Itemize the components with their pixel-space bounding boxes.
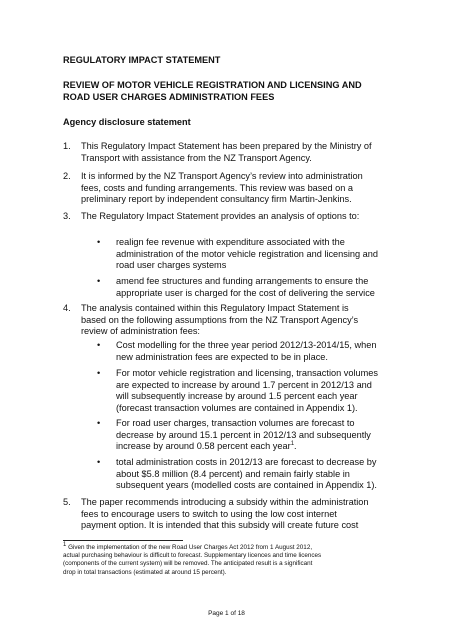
footnote-divider: [63, 540, 183, 541]
footnote-reference[interactable]: 1: [290, 441, 295, 448]
bullet-item: [116, 418, 416, 453]
text-fragment: increase by around 0.58 percent each year: [116, 441, 291, 452]
document-subtitle: [63, 80, 362, 103]
text-line: new administration fees are expected to be in place.: [116, 351, 328, 362]
text-line: The paper recommends introducing a subsidy within the administration: [81, 497, 369, 507]
bullet-item: [116, 340, 416, 363]
paragraph-4: [81, 303, 401, 338]
paragraph-2: [81, 171, 401, 206]
text-line: fees to encourage users to switch to using the low cost internet: [81, 508, 337, 519]
text-line: Transport with assistance from the NZ Transport Agency.: [81, 152, 312, 163]
footnote: [63, 541, 393, 577]
paragraph-number: 1.: [63, 141, 71, 151]
bullet-item: [116, 457, 416, 492]
text-line: fees, costs and funding arrangements. This review was based on a: [81, 182, 354, 193]
text-line: It is informed by the NZ Transport Agency’s review into administration: [81, 171, 363, 181]
text-line: decrease by around 15.1 percent in 2012/13 and subsequently: [116, 429, 371, 440]
text-line: (components of the current system) will be removed. The anticipated result is a significant: [63, 560, 313, 568]
text-line: Cost modelling for the three year period 2012/13-2014/15, when: [116, 340, 377, 350]
bullet-point: •: [97, 457, 101, 467]
text-line: about $5.8 million (8.4 percent) and remain fairly stable in: [116, 468, 350, 479]
text-line: The Regulatory Impact Statement provides an analysis of options to:: [81, 211, 360, 221]
text-fragment: Given the implementation of the new Road User Charges Act 2012 from 1 August 2012,: [68, 544, 313, 551]
text-line: are expected to increase by around 1.7 percent in 2012/13 and: [116, 379, 372, 390]
text-line: increase by around 0.58 percent each year$^1$.: [116, 441, 297, 452]
text-line: actual purchasing behaviour is difficult to forecast. Supplementary licences and time licences: [63, 552, 322, 560]
text-line: This Regulatory Impact Statement has been prepared by the Ministry of: [81, 141, 372, 151]
text-line: drop in total transactions (estimated at around 15 percent).: [63, 568, 227, 576]
text-line: amend fee structures and funding arrangements to ensure the: [116, 276, 369, 286]
paragraph-number: 2.: [63, 171, 71, 181]
paragraph-3: [81, 211, 401, 223]
text-line: road user charges systems: [116, 260, 227, 271]
text-line: For motor vehicle registration and licensing, transaction volumes: [116, 368, 378, 378]
paragraph-5: [81, 497, 401, 532]
subtitle-line: REVIEW OF MOTOR VEHICLE REGISTRATION AND LICENSING AND: [63, 80, 362, 90]
bullet-point: •: [97, 418, 101, 428]
document-title: REGULATORY IMPACT STATEMENT: [63, 55, 221, 65]
text-line: The analysis contained within this Regulatory Impact Statement is: [81, 303, 349, 313]
bullet-point: •: [97, 237, 101, 247]
text-line: total administration costs in 2012/13 are forecast to decrease by: [116, 457, 377, 467]
text-line: based on the following assumptions from the NZ Transport Agency’s: [81, 314, 359, 325]
text-line: [63, 541, 393, 552]
bullet-point: •: [97, 340, 101, 350]
bullet-item: [116, 276, 416, 299]
text-line: subsequent years (modelled costs are contained in Appendix 1).: [116, 480, 377, 491]
subtitle-line: ROAD USER CHARGES ADMINISTRATION FEES: [63, 91, 275, 102]
bullet-item: [116, 237, 416, 272]
paragraph-number: 3.: [63, 211, 71, 221]
bullet-point: •: [97, 368, 101, 378]
text-line: review of administration fees:: [81, 326, 200, 337]
paragraph-1: [81, 141, 401, 164]
text-line: payment option. It is intended that this subsidy will create future cost: [81, 520, 359, 531]
text-line: (forecast transaction volumes are contained in Appendix 1).: [116, 402, 358, 413]
text-line: preliminary report by independent consultancy firm Martin-Jenkins.: [81, 194, 352, 205]
page-number: Page 1 of 18: [208, 610, 245, 617]
section-heading: Agency disclosure statement: [63, 117, 191, 127]
text-line: For road user charges, transaction volumes are forecast to: [116, 418, 355, 428]
bullet-point: •: [97, 276, 101, 286]
text-line: realign fee revenue with expenditure associated with the: [116, 237, 345, 247]
footnote-marker: 1: [63, 541, 67, 548]
text-line: administration of the motor vehicle registration and licensing and: [116, 248, 378, 259]
text-line: will subsequently increase by around 1.5 percent each year: [116, 391, 358, 402]
text-line: appropriate user is charged for the cost of delivering the service: [116, 287, 375, 298]
bullet-item: [116, 368, 416, 414]
paragraph-number: 4.: [63, 303, 71, 313]
paragraph-number: 5.: [63, 497, 71, 507]
